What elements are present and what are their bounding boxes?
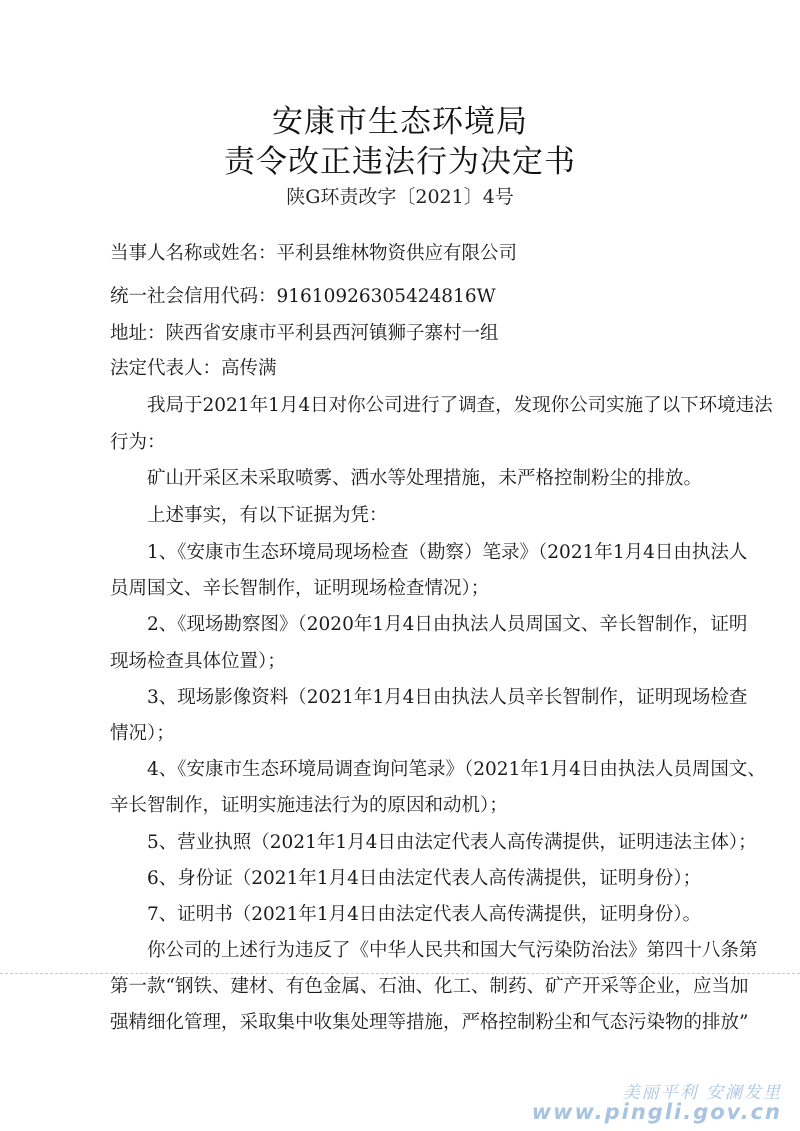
scan-edge-line [0,973,800,974]
violation-description: 矿山开采区未采取喷雾、洒水等处理措施，未严格控制粉尘的排放。 [147,468,703,489]
evidence-item-6: 6、身份证（2021年1月4日由法定代表人高传满提供，证明身份）； [147,868,702,889]
document-number: 陕G环责改字〔2021〕4号 [286,186,514,208]
evidence-item-3-cont: 情况）； [110,723,175,744]
watermark-url: www.pingli.gov.cn [531,1100,782,1124]
evidence-item-4-cont: 辛长智制作，证明实施违法行为的原因和动机）； [110,795,508,816]
evidence-item-4: 4、《安康市生态环境局调查询问笔录》（2021年1月4日由执法人员周国文、 [147,759,766,780]
evidence-item-3: 3、现场影像资料（2021年1月4日由执法人员辛长智制作，证明现场检查 [147,687,748,708]
document-title-line1: 安康市生态环境局 [272,104,528,140]
legal-representative-line: 法定代表人：高传满 [110,358,277,379]
watermark-slogan: 美丽平利 安澜发里 [622,1083,782,1103]
evidence-item-2-cont: 现场检查具体位置）； [110,651,286,672]
legal-basis-paragraph-cont1: 第一款“钢铁、建材、有色金属、石油、化工、制药、矿产开采等企业，应当加 [110,976,749,997]
evidence-item-2: 2、《现场勘察图》（2020年1月4日由执法人员周国文、辛长智制作，证明 [147,614,748,635]
investigation-paragraph-cont: 行为： [110,432,166,453]
credit-code-line: 统一社会信用代码：91610926305424816W [110,286,496,307]
evidence-item-5: 5、营业执照（2021年1月4日由法定代表人高传满提供，证明违法主体）； [147,832,757,853]
party-name-line: 当事人名称或姓名：平利县维林物资供应有限公司 [110,243,518,264]
investigation-paragraph: 我局于2021年1月4日对你公司进行了调查，发现你公司实施了以下环境违法 [147,395,773,416]
evidence-intro: 上述事实，有以下证据为凭： [147,505,388,526]
evidence-item-7: 7、证明书（2021年1月4日由法定代表人高传满提供，证明身份）。 [147,904,702,925]
document-title-line2: 责令改正违法行为决定书 [224,144,576,180]
evidence-item-1-cont: 员周国文、辛长智制作，证明现场检查情况）； [110,578,490,599]
evidence-item-1: 1、《安康市生态环境局现场检查（勘察）笔录》（2021年1月4日由执法人 [147,542,748,563]
legal-basis-paragraph: 你公司的上述行为违反了《中华人民共和国大气污染防治法》第四十八条第 [147,940,758,961]
address-line: 地址：陕西省安康市平利县西河镇狮子寨村一组 [110,323,499,344]
legal-basis-paragraph-cont2: 强精细化管理，采取集中收集处理等措施，严格控制粉尘和气态污染物的排放” [110,1012,749,1033]
